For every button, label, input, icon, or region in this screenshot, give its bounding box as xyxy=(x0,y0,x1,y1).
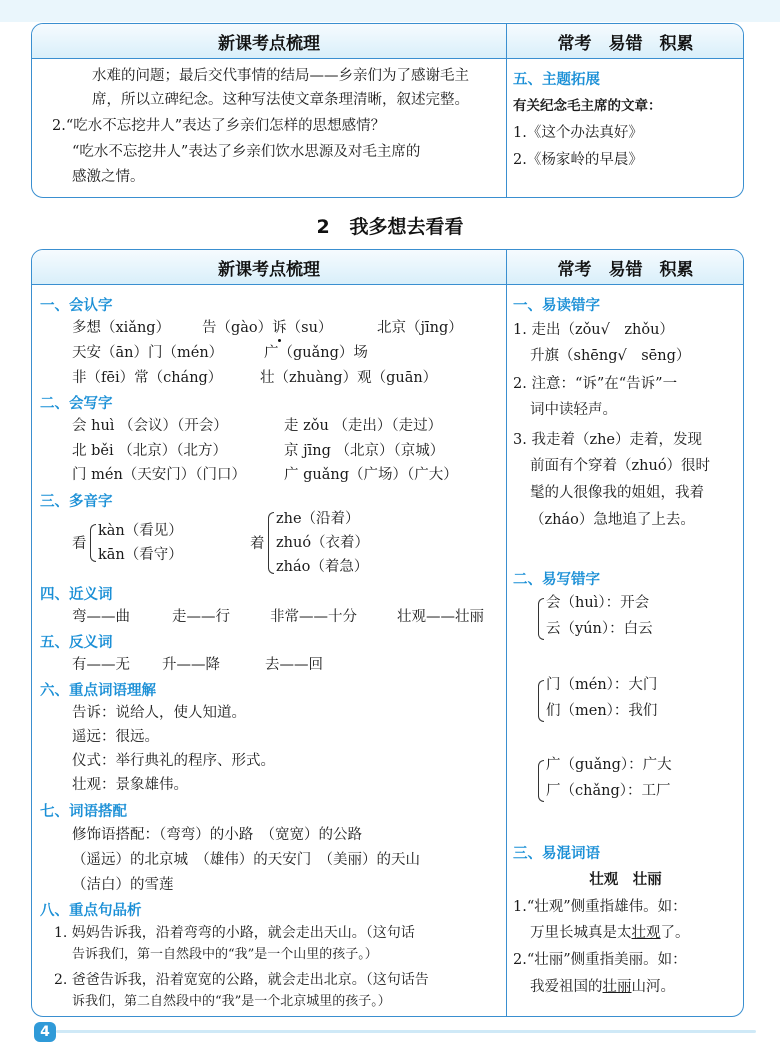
r1-line-3: 2. 注意：“诉”在“告诉”一 xyxy=(513,376,678,392)
s8-line-4: 诉我们，第二自然段中的“我”是一个北京城里的孩子。） xyxy=(72,994,391,1009)
r1-title: 一、易读错字 xyxy=(513,298,600,314)
zhe-brace xyxy=(268,512,274,574)
r2-g1-a: 会（huì）：开会 xyxy=(546,595,650,611)
s2-r1-a: 会 huì （会议）（开会） xyxy=(72,418,228,434)
s8-line-2: 告诉我们，第一自然段中的“我”是一个山里的孩子。） xyxy=(72,947,378,962)
s2-r2-a: 北 běi （北京）（北方） xyxy=(72,443,227,459)
r1-line-4: 词中读轻声。 xyxy=(530,402,617,418)
s2-r3-b: 广 guǎng（广场）（广大） xyxy=(284,467,458,483)
s6-title: 六、重点词语理解 xyxy=(40,683,156,699)
r3-line-1: 1.“壮观”侧重指雄伟。如： xyxy=(513,899,687,915)
r2-g1-b: 云（yún）：白云 xyxy=(546,621,653,637)
r1-line-8: （zháo）急地追了上去。 xyxy=(530,512,695,528)
kan-reading-2: kān（看守） xyxy=(98,547,183,563)
s8-title: 八、重点句品析 xyxy=(40,903,142,919)
s6-line-1: 告诉：说给人，使人知道。 xyxy=(72,705,246,721)
r3-heading: 壮观 壮丽 xyxy=(589,872,662,888)
s1-r1-su: 诉 xyxy=(272,320,287,336)
s4-pair-2: 走——行 xyxy=(172,609,230,625)
s1-r3-a: 非（fēi）常（cháng） xyxy=(72,370,223,386)
topic-expand-sub: 有关纪念毛主席的文章： xyxy=(513,98,662,114)
s5-title: 五、反义词 xyxy=(40,635,113,651)
zhe-reading-3: zháo（着急） xyxy=(276,559,369,575)
r3-underline-2: 壮丽 xyxy=(602,979,632,995)
r3-line-2: 万里长城真是太壮观了。 xyxy=(530,925,690,941)
s1-title: 一、会认字 xyxy=(40,298,113,314)
zhe-char: 着 xyxy=(250,536,265,552)
s1-r1-a: 多想（xiǎng） xyxy=(72,320,171,336)
zhe-reading-1: zhe（沿着） xyxy=(276,511,360,527)
top-divider xyxy=(506,24,507,197)
s7-title: 七、词语搭配 xyxy=(40,804,127,820)
lesson-name: 我多想去看看 xyxy=(349,216,464,238)
s7-line-2: （遥远）的北京城 （雄伟）的天安门 （美丽）的天山 xyxy=(72,852,420,868)
s4-pair-1: 弯——曲 xyxy=(72,609,130,625)
s4-pair-4: 壮观——壮丽 xyxy=(397,609,484,625)
top-left-line-4: “吃水不忘挖井人”表达了乡亲们饮水思源及对毛主席的 xyxy=(72,144,421,160)
r1-line-1: 1. 走出（zǒu√ zhǒu） xyxy=(513,322,674,338)
s7-line-1: 修饰语搭配：（弯弯）的小路 （宽宽）的公路 xyxy=(72,827,362,843)
s5-pair-3: 去——回 xyxy=(265,657,323,673)
lesson-title xyxy=(0,212,780,239)
r3-line-3: 2.“壮丽”侧重指美丽。如： xyxy=(513,952,687,968)
main-divider xyxy=(506,250,507,1016)
kan-brace xyxy=(90,524,96,562)
bottom-decoration xyxy=(56,1030,756,1033)
s2-r1-b: 走 zǒu （走出）（走过） xyxy=(284,418,443,434)
top-left-line-3: 2.“吃水不忘挖井人”表达了乡亲们怎样的思想感情？ xyxy=(52,118,386,134)
s1-r3-b: 壮（zhuàng）观（guān） xyxy=(260,370,438,386)
r2-g3-b: 厂（chǎng）：工厂 xyxy=(546,783,671,799)
lesson-number: 2 xyxy=(316,216,330,238)
top-header-left: 新课考点梳理 xyxy=(32,24,506,59)
r2-g2-a: 门（mén）：大门 xyxy=(546,677,658,693)
top-header-right: 常考 易错 积累 xyxy=(506,24,744,59)
main-panel xyxy=(31,249,744,1017)
top-left-line-5: 感激之情。 xyxy=(72,169,145,185)
s8-line-1: 1. 妈妈告诉我，沿着弯弯的小路，就会走出天山。（这句话 xyxy=(54,925,415,941)
s4-title: 四、近义词 xyxy=(40,587,113,603)
r2-g2-b: 们（men）：我们 xyxy=(546,703,658,719)
main-header-left: 新课考点梳理 xyxy=(32,250,506,285)
r1-line-7: 髦的人很像我的姐姐，我着 xyxy=(530,485,704,501)
s5-pair-2: 升——降 xyxy=(162,657,220,673)
r3-line-4: 我爱祖国的壮丽山河。 xyxy=(530,979,675,995)
top-decoration-strip xyxy=(0,0,780,22)
s1-r1-b: 告（gào）诉（su） xyxy=(202,320,333,336)
s2-title: 二、会写字 xyxy=(40,396,113,412)
s2-r2-b: 京 jīng （北京）（京城） xyxy=(284,443,445,459)
s6-line-4: 壮观：景象雄伟。 xyxy=(72,777,188,793)
page-number: 4 xyxy=(34,1022,56,1042)
r1-line-2: 升旗（shēng√ sēng） xyxy=(530,348,691,364)
kan-reading-1: kàn（看见） xyxy=(98,523,183,539)
r2-brace-3 xyxy=(538,760,544,802)
r3-underline-1: 壮观 xyxy=(631,925,661,941)
r2-brace-1 xyxy=(538,598,544,640)
zhe-reading-2: zhuó（衣着） xyxy=(276,535,370,551)
s1-r2-b: 广（guǎng）场 xyxy=(264,345,368,361)
s6-line-3: 仪式：举行典礼的程序、形式。 xyxy=(72,753,275,769)
topic-item-2: 2.《杨家岭的早晨》 xyxy=(513,152,643,168)
r1-line-6: 前面有个穿着（zhuó）很时 xyxy=(530,458,711,474)
s2-r3-a: 门 mén（天安门）（门口） xyxy=(72,467,247,483)
s5-pair-1: 有——无 xyxy=(72,657,130,673)
top-left-line-2: 席，所以立碑纪念。这种写法使文章条理清晰，叙述完整。 xyxy=(92,92,469,108)
r3-title: 三、易混词语 xyxy=(513,846,600,862)
top-panel xyxy=(31,23,744,198)
s1-r1-c: 北京（jīng） xyxy=(377,320,463,336)
r2-title: 二、易写错字 xyxy=(513,572,600,588)
s7-line-3: （洁白）的雪莲 xyxy=(72,877,174,893)
s8-line-3: 2. 爸爸告诉我，沿着宽宽的公路，就会走出北京。（这句话告 xyxy=(54,972,429,988)
main-header-right: 常考 易错 积累 xyxy=(506,250,744,285)
kan-char: 看 xyxy=(72,536,87,552)
r1-line-5: 3. 我走着（zhe）走着，发现 xyxy=(513,432,703,448)
s3-title: 三、多音字 xyxy=(40,494,113,510)
topic-expand-title: 五、主题拓展 xyxy=(513,72,600,88)
s4-pair-3: 非常——十分 xyxy=(270,609,357,625)
top-left-line-1: 水难的问题；最后交代事情的结局——乡亲们为了感谢毛主 xyxy=(92,68,469,84)
s1-r2-a: 天安（ān）门（mén） xyxy=(72,345,224,361)
s6-line-2: 遥远：很远。 xyxy=(72,729,159,745)
topic-item-1: 1.《这个办法真好》 xyxy=(513,125,643,141)
r2-brace-2 xyxy=(538,680,544,722)
r2-g3-a: 广（guǎng）：广大 xyxy=(546,757,672,773)
